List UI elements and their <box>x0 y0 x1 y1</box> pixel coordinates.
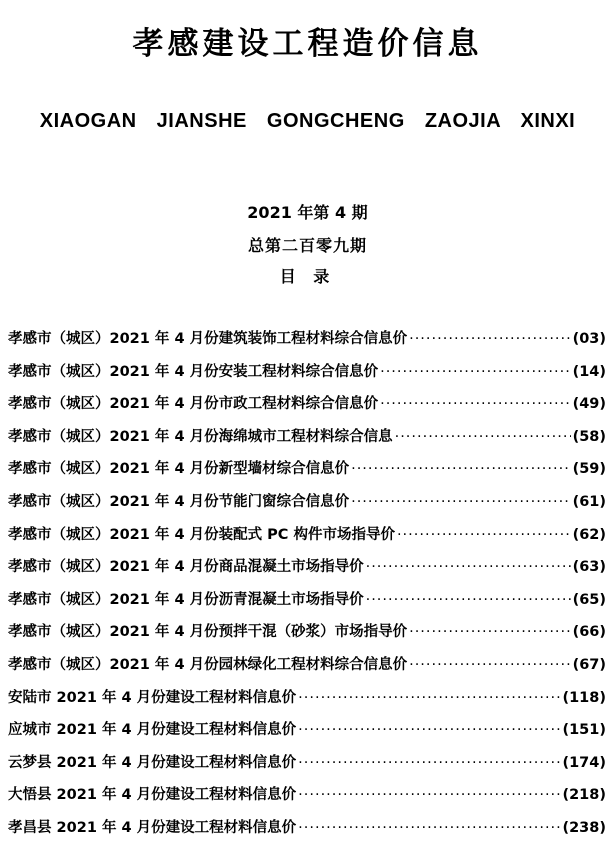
toc-entry-page: (14) <box>572 363 606 380</box>
toc-entry[interactable] <box>8 457 606 490</box>
toc-entry-page: (67) <box>572 656 606 673</box>
toc-leader-dots <box>409 657 570 673</box>
toc-entry-page: (218) <box>562 787 606 804</box>
toc-entry-page: (174) <box>562 754 606 771</box>
toc-entry-title: 安陆市 2021 年 4 月份建设工程材料信息价 <box>8 689 297 706</box>
toc-entry[interactable] <box>8 783 606 816</box>
toc-entry[interactable] <box>8 425 606 458</box>
toc-entry-page: (62) <box>572 526 606 543</box>
toc-entry[interactable] <box>8 392 606 425</box>
toc-leader-dots <box>351 461 570 477</box>
toc-entry[interactable] <box>8 653 606 686</box>
toc-entry[interactable] <box>8 327 606 360</box>
toc-leader-dots <box>351 494 570 510</box>
toc-entry-title: 孝感市（城区）2021 年 4 月份海绵城市工程材料综合信息 <box>8 428 393 445</box>
toc-leader-dots <box>397 527 571 543</box>
toc-leader-dots <box>366 559 571 575</box>
toc-entry-page: (66) <box>572 624 606 641</box>
toc-leader-dots <box>298 787 560 803</box>
toc-leader-dots <box>409 331 570 347</box>
toc-entry-page: (238) <box>562 819 606 836</box>
toc-entry-page: (03) <box>572 331 606 347</box>
toc-entry-page: (61) <box>572 493 606 510</box>
toc-entry-title: 孝昌县 2021 年 4 月份建设工程材料信息价 <box>8 819 297 836</box>
toc-entry-title: 大悟县 2021 年 4 月份建设工程材料信息价 <box>8 787 297 804</box>
toc-leader-dots <box>366 592 571 608</box>
toc-entry[interactable] <box>8 490 606 523</box>
toc-leader-dots <box>298 722 560 738</box>
toc-entry[interactable] <box>8 718 606 751</box>
toc-entry-page: (65) <box>572 591 606 608</box>
toc-entry[interactable] <box>8 816 606 849</box>
toc-entry-title: 孝感市（城区）2021 年 4 月份装配式 PC 构件市场指导价 <box>8 526 395 543</box>
toc-entry-title: 孝感市（城区）2021 年 4 月份预拌干混（砂浆）市场指导价 <box>8 624 408 641</box>
toc-entry[interactable] <box>8 751 606 784</box>
toc-leader-dots <box>395 429 571 445</box>
toc-leader-dots <box>298 755 560 771</box>
toc-entry[interactable] <box>8 588 606 621</box>
toc-leader-dots <box>380 364 570 380</box>
toc-leader-dots <box>298 690 560 706</box>
toc-entry-title: 云梦县 2021 年 4 月份建设工程材料信息价 <box>8 754 297 771</box>
toc-entry-title: 孝感市（城区）2021 年 4 月份节能门窗综合信息价 <box>8 493 350 510</box>
toc-entry-title: 应城市 2021 年 4 月份建设工程材料信息价 <box>8 722 297 739</box>
toc-entry-page: (59) <box>572 461 606 478</box>
toc-entry-title: 孝感市（城区）2021 年 4 月份安装工程材料综合信息价 <box>8 363 379 380</box>
toc-entry[interactable] <box>8 523 606 556</box>
toc-entry-page: (63) <box>572 559 606 576</box>
toc-entry[interactable] <box>8 686 606 719</box>
toc-entry-title: 孝感市（城区）2021 年 4 月份新型墙材综合信息价 <box>8 461 350 478</box>
toc-entry-title: 孝感市（城区）2021 年 4 月份建筑装饰工程材料综合信息价 <box>8 331 408 347</box>
toc-entry[interactable] <box>8 555 606 588</box>
toc-entry-title: 孝感市（城区）2021 年 4 月份园林绿化工程材料综合信息价 <box>8 656 408 673</box>
toc-leader-dots <box>409 624 570 640</box>
table-of-contents <box>8 327 606 849</box>
toc-entry-page: (118) <box>562 689 606 706</box>
toc-entry[interactable] <box>8 360 606 393</box>
toc-entry-page: (151) <box>562 722 606 739</box>
toc-heading: 目 录 <box>279 267 336 286</box>
toc-entry-page: (58) <box>572 428 606 445</box>
total-issue-number: 总第二百零九期 <box>247 236 367 255</box>
issue-number: 2021 年第 4 期 <box>247 203 368 222</box>
toc-entry-title: 孝感市（城区）2021 年 4 月份市政工程材料综合信息价 <box>8 396 379 413</box>
pinyin-title: XIAOGAN JIANSHE GONGCHENG ZAOJIA XINXI <box>39 110 576 132</box>
toc-entry-title: 孝感市（城区）2021 年 4 月份沥青混凝土市场指导价 <box>8 591 364 608</box>
toc-entry[interactable] <box>8 620 606 653</box>
toc-leader-dots <box>298 820 560 836</box>
toc-entry-title: 孝感市（城区）2021 年 4 月份商品混凝土市场指导价 <box>8 559 364 576</box>
toc-entry-page: (49) <box>572 396 606 413</box>
toc-leader-dots <box>380 396 570 412</box>
document-title: 孝感建设工程造价信息 <box>132 26 483 62</box>
